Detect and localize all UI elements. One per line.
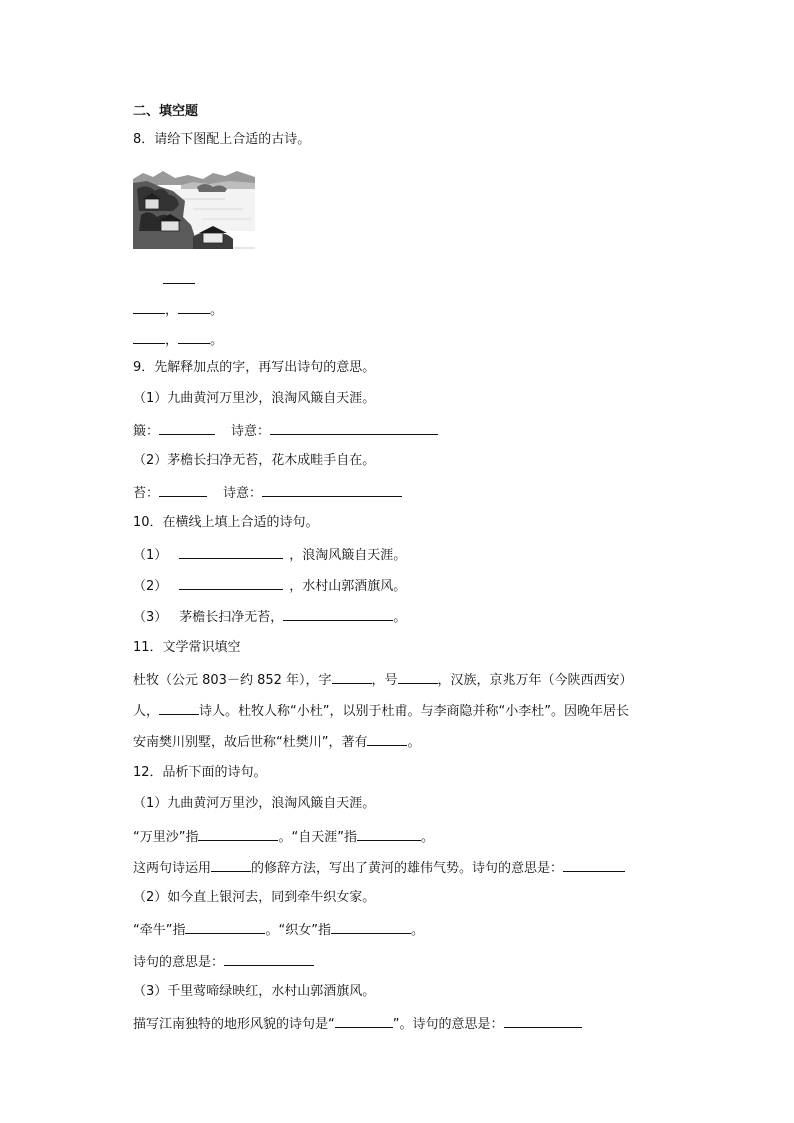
q12-item-2: （2）如今直上银河去，同到牵牛织女家。: [133, 890, 376, 905]
q12-line-4: [133, 952, 314, 972]
meaning-label: 诗意：: [223, 486, 263, 501]
q8-prompt: 8．请给下图配上合适的古诗。: [133, 132, 311, 147]
q11-blank-hao[interactable]: [398, 670, 438, 684]
q9-char-blank-2[interactable]: [159, 483, 207, 497]
text: 。“织女”指: [265, 923, 331, 938]
q10-item-2: [133, 576, 406, 596]
char-label: 苔：: [133, 486, 160, 501]
q9-item-2: （2）茅檐长扫净无苔，花木成畦手自在。: [133, 453, 376, 468]
text: 。: [420, 830, 434, 845]
q12-blank-4[interactable]: [563, 858, 625, 872]
comma: ，: [165, 333, 179, 348]
q12-line-3: [133, 920, 424, 940]
q9-item-1: （1）九曲黄河万里沙，浪淘风簸自天涯。: [133, 391, 376, 406]
q9-prompt: 9．先解释加点的字，再写出诗句的意思。: [133, 360, 376, 375]
q8-line-1: [133, 300, 223, 320]
q11-prompt: 11．文学常识填空: [133, 640, 241, 655]
q9-meaning-blank-1[interactable]: [270, 421, 438, 435]
q10-prompt: 10．在横线上填上合适的诗句。: [133, 515, 319, 530]
q12-item-3: （3）千里莺啼绿映红，水村山郭酒旗风。: [133, 984, 376, 999]
q12-blank-8[interactable]: [335, 1014, 393, 1028]
meaning-label: 诗意：: [231, 424, 271, 439]
item-number: （3）: [133, 610, 168, 625]
q12-prompt: 12．品析下面的诗句。: [133, 765, 267, 780]
poem-text: ，水村山郭酒旗风。: [289, 579, 407, 594]
text: 。: [410, 923, 424, 938]
q11-line-1: [133, 670, 633, 690]
text: 。“自天涯”指: [278, 830, 357, 845]
text: 这两句诗运用: [133, 861, 212, 876]
period: 。: [210, 333, 224, 348]
poem-text: ，浪淘风簸自天涯。: [289, 548, 407, 563]
q10-blank-1[interactable]: [179, 545, 283, 559]
text: ，号: [371, 673, 398, 688]
q8-blank-1[interactable]: [133, 300, 165, 314]
q10-item-3: [133, 607, 406, 627]
q12-line-1: [133, 827, 434, 847]
text: 安南樊川别墅，故后世称“杜樊川”，著有: [133, 735, 368, 750]
period: 。: [210, 303, 224, 318]
q12-blank-5[interactable]: [185, 920, 265, 934]
period: 。: [393, 610, 407, 625]
q9-answer-2: [133, 483, 402, 503]
q9-answer-1: [133, 421, 438, 441]
text: 诗人。杜牧人称“小杜”，以别于杜甫。与李商隐并称“小李杜”。因晚年居长: [199, 704, 629, 719]
char-label: 簸：: [133, 424, 160, 439]
q11-blank-dynasty[interactable]: [159, 701, 199, 715]
q8-blank-4[interactable]: [178, 330, 210, 344]
q8-blank-3[interactable]: [133, 330, 165, 344]
q11-blank-zi[interactable]: [332, 670, 372, 684]
text: 人，: [133, 704, 160, 719]
q8-title-blank[interactable]: [163, 270, 195, 290]
q12-line-2: [133, 858, 625, 878]
text: 的修辞方法，写出了黄河的雄伟气势。诗句的意思是：: [251, 861, 564, 876]
text: “万里沙”指: [133, 830, 199, 845]
q12-item-1: （1）九曲黄河万里沙，浪淘风簸自天涯。: [133, 796, 376, 811]
q11-line-3: [133, 732, 421, 752]
q9-char-blank-1[interactable]: [159, 421, 215, 435]
text: 杜牧（公元 803－约 852 年），字: [133, 673, 332, 688]
comma: ，: [165, 303, 179, 318]
q8-line-2: [133, 330, 223, 350]
poem-text: 茅檐长扫净无苔，: [179, 610, 284, 625]
q12-blank-3[interactable]: [211, 858, 251, 872]
text: “牵牛”指: [133, 923, 186, 938]
text: 。: [407, 735, 421, 750]
text: ”。诗句的意思是：: [392, 1017, 504, 1032]
q10-blank-3[interactable]: [283, 607, 393, 621]
q12-blank-7[interactable]: [224, 952, 314, 966]
q12-blank-9[interactable]: [504, 1014, 582, 1028]
text: 描写江南独特的地形风貌的诗句是“: [133, 1017, 335, 1032]
q12-blank-6[interactable]: [331, 920, 411, 934]
item-number: （1）: [133, 548, 168, 563]
q12-blank-1[interactable]: [198, 827, 278, 841]
section-title: 二、填空题: [133, 104, 199, 119]
item-number: （2）: [133, 579, 168, 594]
q10-blank-2[interactable]: [179, 576, 283, 590]
q11-blank-works[interactable]: [367, 732, 407, 746]
q8-blank-2[interactable]: [178, 300, 210, 314]
text: ，汉族，京兆万年（今陕西西安）: [437, 673, 633, 688]
q12-line-5: [133, 1014, 582, 1034]
q9-meaning-blank-2[interactable]: [262, 483, 402, 497]
landscape-ink-painting: [133, 165, 255, 249]
q12-blank-2[interactable]: [357, 827, 421, 841]
text: 诗句的意思是：: [133, 955, 225, 970]
q11-line-2: [133, 701, 629, 721]
q10-item-1: [133, 545, 406, 565]
